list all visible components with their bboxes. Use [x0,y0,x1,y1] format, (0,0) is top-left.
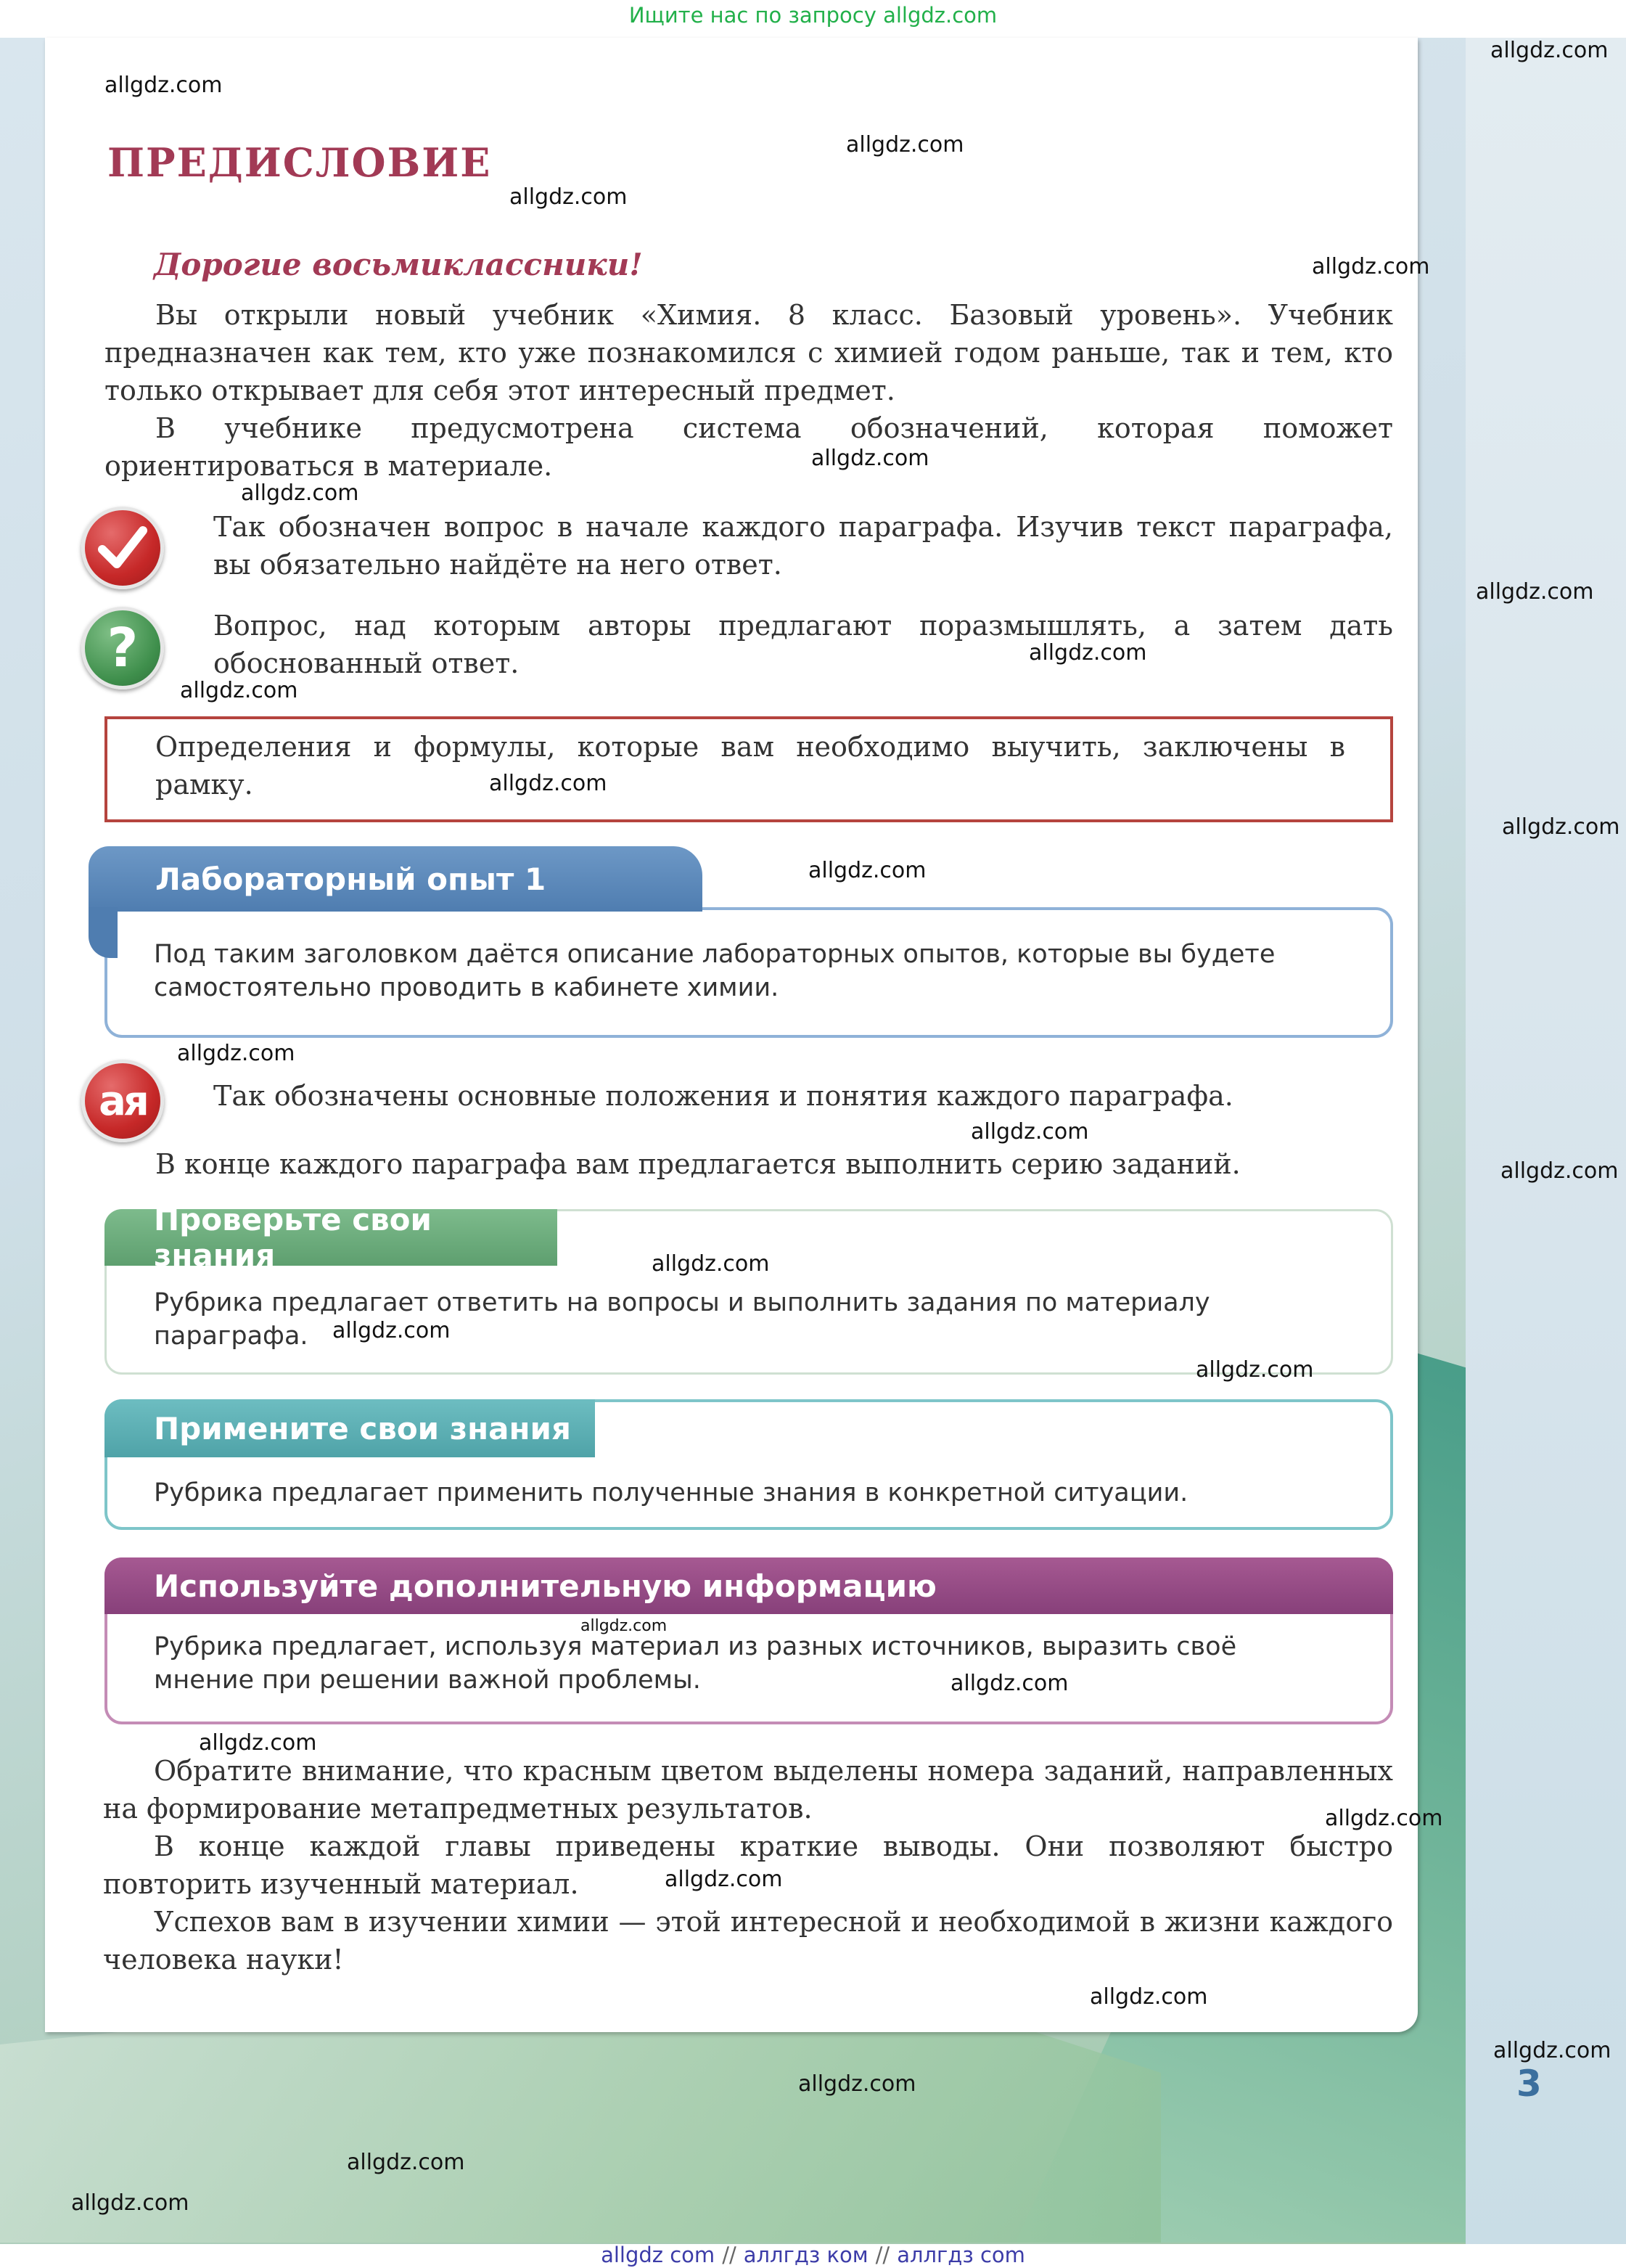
watermark: allgdz.com [71,2190,189,2216]
additional-info-text: Рубрика предлагает, используя материал из разных источников, выразить своё мнение при решении важной проблемы. [154,1632,1237,1695]
checkmark-glyph [95,520,150,576]
check-knowledge-tab [104,1202,557,1273]
watermark: allgdz.com [180,678,298,703]
closing-paragraph-2: В конце каждой главы приведены краткие выводы. Они позволяют быстро повторить изученный материал. [103,1830,1393,1900]
apply-knowledge-title: Примените свои знания [154,1410,571,1446]
footer-separator: // [722,2243,736,2267]
intro-paragraph-2: В учебнике предусмотрена система обозначений, которая поможет ориентироваться в материале. [104,412,1393,482]
watermark: allgdz.com [1500,1158,1619,1184]
watermark: allgdz.com [1502,814,1620,840]
closing-paragraph-1: Обратите внимание, что красным цветом выделены номера заданий, направленных на формирование метапредметных результатов. [103,1755,1393,1825]
watermark: allgdz.com [332,1318,451,1343]
search-notice: Ищите нас по запросу allgdz.com [628,3,998,28]
lab-tab [89,846,702,912]
watermark: allgdz.com [1312,254,1430,279]
additional-info-tab [104,1557,1393,1614]
question-legend-text: Вопрос, над которым авторы предлагают поразмышлять, а затем дать обоснованный ответ. [213,610,1393,679]
watermark: allgdz.com [652,1251,770,1277]
watermark: allgdz.com [665,1867,783,1892]
watermark: allgdz.com [1476,579,1594,605]
watermark: allgdz.com [811,446,929,471]
concept-glyph: ая [99,1077,147,1125]
concept-legend-text: Так обозначены основные положения и понятия каждого параграфа. [213,1080,1233,1112]
apply-knowledge-text: Рубрика предлагает применить полученные знания в конкретной ситуации. [154,1478,1188,1507]
greeting: Дорогие восьмиклассники! [154,247,643,282]
lab-title: Лабораторный опыт 1 [155,861,546,897]
watermark: allgdz.com [846,132,964,157]
concept-icon [81,1060,164,1142]
footer-links [0,2243,1626,2267]
watermark: allgdz.com [241,480,359,506]
tasks-text: В конце каждого параграфа вам предлагается выполнить серию заданий. [155,1148,1241,1180]
right-margin [1466,38,1626,2244]
watermark: allgdz.com [177,1041,295,1066]
footer-link[interactable]: аллгдз ком [743,2243,869,2267]
page-title: ПРЕДИСЛОВИЕ [107,139,492,186]
check-knowledge-title: Проверьте свои знания [154,1202,432,1273]
watermark: allgdz.com [509,184,628,210]
footer-separator: // [875,2243,890,2267]
watermark: allgdz.com [798,2071,916,2097]
footer-link[interactable]: allgdz com [601,2243,715,2267]
apply-knowledge-tab [104,1399,595,1457]
check-legend-text: Так обозначен вопрос в начале каждого параграфа. Изучив текст параграфа, вы обязательно найдёте на него ответ. [213,511,1393,581]
closing-paragraph-3: Успехов вам в изучении химии — этой интересной и необходимой в жизни каждого человека науки! [103,1906,1393,1976]
footer-link[interactable]: аллгдз com [897,2243,1025,2267]
watermark: allgdz.com [489,771,607,796]
watermark: allgdz.com [1490,38,1609,63]
watermark: allgdz.com [104,73,223,98]
additional-info-title: Используйте дополнительную информацию [154,1568,937,1604]
question-icon [81,607,164,689]
lab-text: Под таким заголовком даётся описание лабораторных опытов, которые вы будете самостоятельно проводить в кабинете химии. [154,940,1276,1002]
watermark: allgdz.com [1196,1357,1314,1383]
checkmark-icon [81,507,164,589]
question-glyph: ? [107,617,139,679]
page-number: 3 [1516,2063,1542,2105]
watermark: allgdz.com [199,1730,317,1756]
frame-legend-text: Определения и формулы, которые вам необходимо выучить, заключены в рамку. [155,731,1345,801]
intro-paragraph-1: Вы открыли новый учебник «Химия. 8 класс. Базовый уровень». Учебник предназначен как тем, кто уже познакомился с химией годом раньше, так и тем, кто только открывает для себя этот интересный предмет. [104,299,1393,406]
watermark: allgdz.com [1325,1806,1443,1831]
top-bar [0,0,1626,38]
watermark: allgdz.com [1029,640,1147,666]
watermark: allgdz.com [1493,2038,1611,2063]
watermark: allgdz.com [971,1119,1089,1145]
watermark: allgdz.com [950,1671,1069,1696]
watermark: allgdz.com [580,1617,668,1635]
watermark: allgdz.com [808,858,927,883]
check-knowledge-text: Рубрика предлагает ответить на вопросы и выполнить задания по материалу параграфа. [154,1288,1210,1351]
watermark: allgdz.com [347,2150,465,2175]
watermark: allgdz.com [1090,1984,1208,2010]
